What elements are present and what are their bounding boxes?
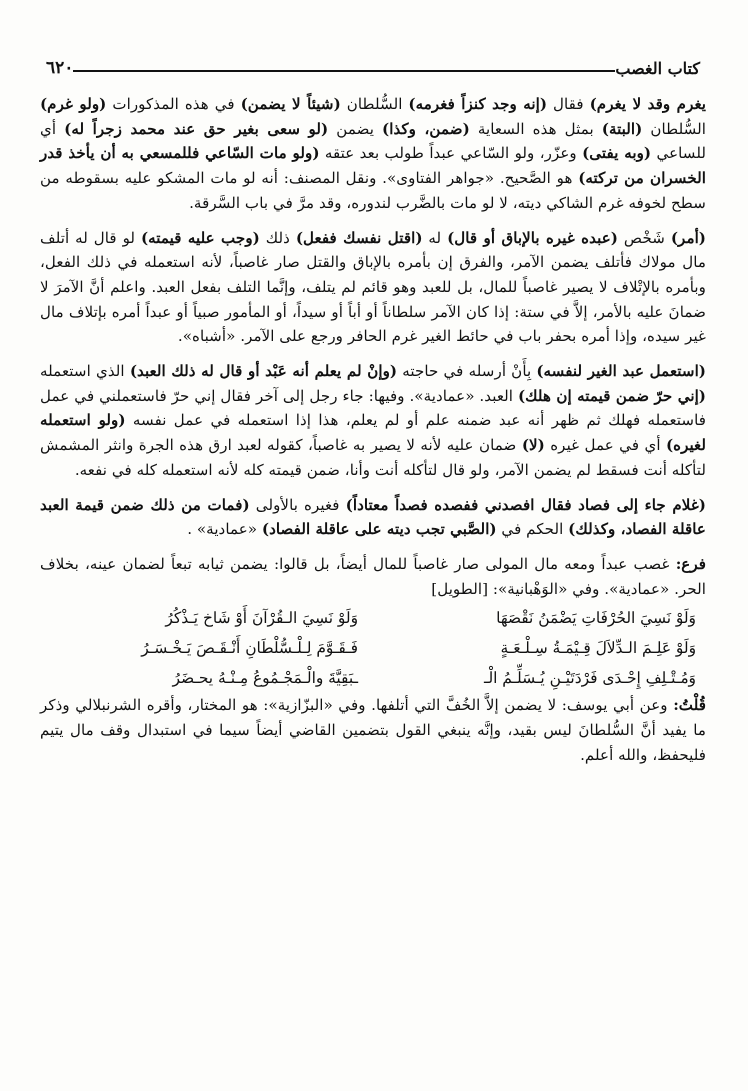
verse-3-first-hemistich: وَمُـتْـلِفِ إِحْـدَى فَرْدَتَيْـنِ يُـسَلِّـمُ الْـ: [483, 669, 696, 688]
closing-paragraph: قُلْتُ: وعن أبي يوسف: لا يضمن إلاَّ الخُفَّ التي أتلفها. وفي «البزّازية»: هو المختار، وأقره الشرنبلالي وذكر ما يفيد أنَّ السُّلطانَ ليس بقيد، وإنَّه ينبغي القول بتضمين القاضي أيضاً سيما في استبدال وقف مال يتيم فليحفظ، والله أعلم.: [40, 696, 706, 764]
poem-verses: [50, 603, 696, 693]
verse-2-second-hemistich: فَـقَـوَّمَ لِـلْـسُّلْطَانِ أَنْـقَـصَ يَـخْـسَـرُ: [141, 639, 358, 658]
paragraph-2: (أمر) شَخْص (عبده غيره بالإباق أو قال) له (اقتل نفسك ففعل) ذلك (وجب عليه قيمته) لو قال له أتلف مال مولاك فأتلف يضمن الآمر، والفرق إن بأمره بالإباق والقتل صار غاصباً، لأنه استعمله في ذلك الفعل، وبأمره بالإتْلاف لا يصير غاصباً للمال، بل للعبد وهو قائم لم يتلف، وإنَّما التلف بفعل العبد. واعلم أنَّ الآمرَ لا ضمانَ عليه بالأمر، إلاَّ في ستة: إذا كان الآمر سلطاناً أو أباً أو سيداً، أو المأمور صبياً أو عبداً أمره بإتلاف مال غير سيده، وإذا أمره بحفر باب في حائط الغير غرم الحافر ورجع على الآمر. «أشباه».: [40, 228, 706, 346]
paragraph-3: (استعمل عبد الغير لنفسه) بِأَنْ أرسله في حاجته (وإنْ لم يعلم أنه عَبْد أو قال له ذلك العبد) الذي استعمله (إني حرّ ضمن قيمته إن هلك) العبد. «عمادية». وفيها: جاء رجل إلى آخر فقال إني حرّ فاستعملني في عمل فاستعمله فهلك ثم ظهر أنه عبد ضمنه علم أو لم يعلم، هذا إذا استعمله في عمل نفسه (ولو استعمله لغيره) أي في عمل غيره (لا) ضمان عليه لأنه لا يصير به غاصباً، كقوله لعبد ارق هذه الجرة وانثر المشمش لتأكله أنت فسقط لم يضمن الآمر، ولو قال لتأكله أنت وأنا، ضمن قيمته كله لأنه استعمله كله في نفعه.: [40, 362, 706, 479]
paragraph-5: فرع: غصب عبداً ومعه مال المولى صار غاصباً للمال أيضاً، بل قالوا: يضمن ثيابه تبعاً لضمان عينه، بخلاف الحر. «عمادية». وفي «الوَهْبانية»: [الطويل]: [40, 554, 706, 598]
page-number: ٦٢٠: [46, 58, 74, 78]
header-rule: [73, 70, 615, 72]
paragraph-1: يغرم وقد لا يغرم) فقال (إنه وجد كنزاً فغرمه) السُّلطان (شيئاً لا يضمن) في هذه المذكورات (ولو غرم) السُّلطان (البتة) بمثل هذه السعاية (ضمن، وكذا) يضمن (لو سعى بغير حق عند محمد زجراً له) أي للساعي (وبه يفتى) وعزّر، ولو السّاعي عبداً طولب بعد عتقه (ولو مات السّاعي فللمسعي به أن يأخذ قدر الخسران من تركته) هو الصَّحيح. «جواهر الفتاوى». ونقل المصنف: أنه لو مات المشكو عليه بسقوطه من سطح لخوفه غرم الشاكي ديته، لا لو مات بالضَّرب لندوره، وقد مرَّ في باب السَّرقة.: [40, 95, 707, 212]
verse-1-second-hemistich: وَلَوْ نَسِيَ الـقُرْآنَ أَوْ شَاخ يَـذْكُرُ: [165, 609, 358, 628]
chapter-title: كتاب الغصب: [615, 59, 700, 78]
page-header: [40, 52, 706, 78]
verse-1-first-hemistich: وَلَوْ نَسِيَ الحُرْفَاتِ يَضْمَنُ نَقْصَهَا: [496, 609, 696, 628]
verse-3-second-hemistich: ـبَقِيَّةَ والْـمَجْـمُوعُ مِـنْـهُ يحـضَرُ: [172, 669, 358, 688]
page-body: [40, 92, 706, 767]
verse-2-first-hemistich: وَلَوْ عَلِـمَ الـدِّلاَلَ قِـيْمَـةُ سِـلْـعَـةٍ: [500, 639, 696, 658]
paragraphs: [40, 92, 706, 601]
paragraph-4: (غلام جاء إلى فصاد فقال افصدني ففصده فصداً معتاداً) فغيره بالأولى (فمات من ذلك ضمن قيمة العبد عاقلة الفصاد، وكذلك) الحكم في (الصَّبي تجب ديته على عاقلة الفصاد) «عمادية» .: [40, 495, 706, 539]
